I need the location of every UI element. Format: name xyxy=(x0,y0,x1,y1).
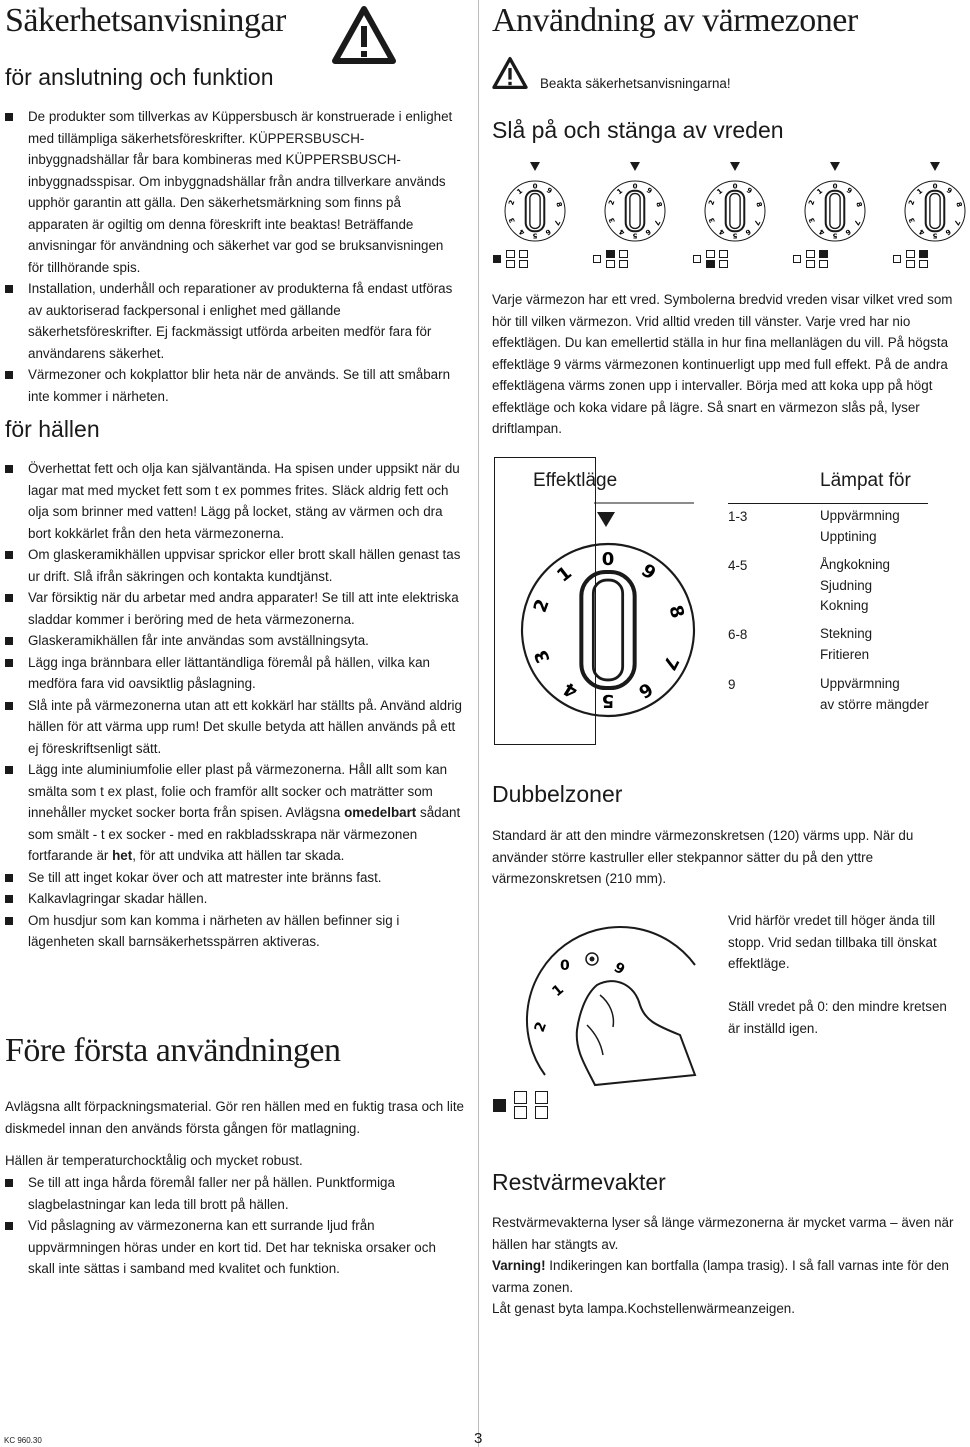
dial-digit: 7 xyxy=(952,218,962,227)
list-item: Var försiktig när du arbetar med andra apparater! Se till att inte elektriska sladdar kommer i beröring med de heta värmezonerna. xyxy=(5,587,464,630)
dial-digit: 2 xyxy=(707,198,717,207)
effect-use: Sjudning xyxy=(820,577,873,593)
dial-digit: 4 xyxy=(617,227,627,237)
indicator-square xyxy=(693,255,701,263)
knob-pointer-icon xyxy=(830,162,840,171)
knob-pointer-icon xyxy=(930,162,940,171)
dial-digit: 9 xyxy=(844,186,854,196)
dial-digit: 2 xyxy=(529,596,554,616)
indicator-square xyxy=(906,260,914,268)
table-header-use: Lämpat för xyxy=(820,470,911,491)
list-item: Vid påslagning av värmezonerna kan ett surrande ljud från uppvärmningen höras under en kort tid. Det har tekniska orsaker och skall inte sättas i samband med kvalitet och funktion. xyxy=(5,1215,454,1280)
page-title: Säkerhetsanvisningar xyxy=(5,2,286,39)
indicator-square xyxy=(606,250,614,258)
list-item: Om husdjur som kan komma i närheten av hällen befinner sig i lägenheten skall barnsäkerhetsspärren aktiveras. xyxy=(5,910,464,953)
right-page-title: Användning av värmezoner xyxy=(492,2,858,39)
dial-digit: 0 xyxy=(732,182,738,191)
indicator-square xyxy=(506,260,514,268)
dial-digit: 9 xyxy=(744,186,754,196)
dial-digit: 6 xyxy=(743,227,753,237)
dual-zones-reset: Ställ vredet på 0: den mindre kretsen är inställd igen. xyxy=(728,999,947,1036)
document-code: KC 960.30 xyxy=(4,1436,42,1445)
dial-digit: 6 xyxy=(943,227,953,237)
dial-digit: 4 xyxy=(817,227,827,237)
dial-digit: 3 xyxy=(530,646,555,667)
dial-digit: 2 xyxy=(507,198,517,207)
dial-digit: 1 xyxy=(553,562,576,587)
dial-digit: 6 xyxy=(843,227,853,237)
dial-digit: 3 xyxy=(607,216,617,224)
effect-level: 4-5 xyxy=(728,558,748,573)
dial-digit: 9 xyxy=(637,560,660,585)
knob-icon xyxy=(600,176,670,246)
dial-digit: 8 xyxy=(554,201,564,209)
dial-digit: 7 xyxy=(658,652,683,674)
dial-digit: 6 xyxy=(634,677,657,703)
dial-digit: 9 xyxy=(544,186,554,196)
dial-digit: 2 xyxy=(907,198,917,207)
effect-level: 1-3 xyxy=(728,509,748,524)
effect-use: Uppvärmning xyxy=(820,508,900,523)
dial-digit: 5 xyxy=(532,231,538,240)
indicator-square xyxy=(806,260,814,268)
knob-icon xyxy=(900,176,970,246)
residual-heat-text xyxy=(492,1212,957,1320)
list-item: Lägg inga brännbara eller lättantändliga föremål på hällen, vilka kan medföra fara vid oavsiktlig påslagning. xyxy=(5,652,464,695)
paragraph: Varning! Indikeringen kan bortfalla (lampa trasig). I så fall varnas inte för den varma zonen. xyxy=(492,1258,949,1295)
list-item: De produkter som tillverkas av Küppersbusch är konstruerade i enlighet med tillämpliga säkerhetsföreskrifter. KÜPPERSBUSCH-inbyggnadshällar får bara kombineras med KÜPPERSBUSCH-inbyggnadsspisar. Om inbyggnadshällar från andra tillverkare används upphör garantin att gälla. Den säkerhetsmärkning som finns på apparaten är ogiltig om denna föreskrift inte beaktas! Beträffande anvisningar för användning och säkerhet var god se bruksanvisningen för tillhörande spis. xyxy=(5,106,454,278)
dial-digit-9: 9 xyxy=(611,959,628,979)
dial-digit: 0 xyxy=(932,182,938,191)
dial-digit: 4 xyxy=(917,227,927,237)
knob-description: Varje värmezon har ett vred. Symbolerna bredvid vreden visar vilket vred som hör till vilken värmezon. Vrid alltid vreden till vänster. Varje vred har nio effektlägen. Du kan emellertid ställa in hur fina mellanlägen du vill. På högsta effektläge 9 värms värmezonen kontinuerligt upp med full effekt. På de andra effektlägena värms zonen upp i intervaller. Börja med att koka upp på högt effektläge och koka vidare på lägre. Så snart en värmezon slås på, lyser driftlampan. xyxy=(492,292,953,436)
dial-digit: 6 xyxy=(543,227,553,237)
effect-use: Uppvärmning xyxy=(820,676,900,691)
knob-icon xyxy=(800,176,870,246)
list-item: Se till att inget kokar över och att matrester inte bränns fast. xyxy=(5,867,464,889)
list-item: Överhettat fett och olja kan självantända. Ha spisen under uppsikt när du lagar mat med mycket fett som t ex pommes frites. Släck aldrig fett och olja som brinner med vatten! Lägg på locket, stäng av värmen och dra bort kokkärlet från den heta värmezonerna. xyxy=(5,458,464,544)
dial-digit: 3 xyxy=(507,216,517,224)
indicator-square xyxy=(919,260,927,268)
indicator-square xyxy=(493,1099,506,1112)
indicator-square xyxy=(519,250,527,258)
dial-digit: 0 xyxy=(601,548,615,570)
knob-row xyxy=(492,160,964,280)
zone-indicator-icon xyxy=(493,250,551,269)
dial-digit: 1 xyxy=(515,186,525,197)
indicator-square xyxy=(706,250,714,258)
dial-digit-1: 1 xyxy=(549,981,568,1001)
knob-pointer-icon xyxy=(630,162,640,171)
indicator-square xyxy=(506,250,514,258)
safety-list-connection xyxy=(5,106,454,407)
safety-list-hob xyxy=(5,458,464,953)
warning-triangle-icon xyxy=(332,6,396,64)
dial-digit: 7 xyxy=(552,218,562,227)
indicator-square xyxy=(706,260,714,268)
list-item: Installation, underhåll och reparationer av produkterna få endast utföras av auktoriserad fackpersonal i enlighet med gällande säkerhetsföreskrifter. Ej fackmässigt utförda arbeiten medför fara för användarens säkerhet. xyxy=(5,278,454,364)
list-item: Glaskeramikhällen får inte användas som avställningsyta. xyxy=(5,630,464,652)
knob-pointer-icon xyxy=(730,162,740,171)
dial-digit: 0 xyxy=(532,182,538,191)
dial-digit: 8 xyxy=(854,201,864,209)
zone-indicator-icon xyxy=(493,1091,584,1121)
page-number: 3 xyxy=(474,1430,483,1447)
indicator-square xyxy=(519,260,527,268)
effect-use: Stekning xyxy=(820,626,873,641)
effect-use: Ångkokning xyxy=(820,557,890,572)
large-knob-illustration xyxy=(508,540,708,720)
dial-digit: 3 xyxy=(707,216,717,224)
knob-pointer-icon xyxy=(597,512,615,527)
dial-digit-2: 2 xyxy=(531,1019,551,1035)
first-use-text xyxy=(5,1096,464,1172)
dial-digit: 7 xyxy=(852,218,862,227)
leader-line xyxy=(594,502,694,504)
indicator-square xyxy=(514,1091,527,1104)
paragraph: Hällen är temperaturchocktålig och mycket robust. xyxy=(5,1153,303,1168)
effect-use: av större mängder xyxy=(820,696,929,712)
dial-digit: 1 xyxy=(815,186,825,197)
indicator-square xyxy=(819,250,827,258)
indicator-square xyxy=(535,1091,548,1104)
dial-digit: 0 xyxy=(832,182,838,191)
knob-icon xyxy=(500,176,570,246)
indicator-square xyxy=(514,1106,527,1119)
effect-level: 9 xyxy=(728,677,736,692)
indicator-square xyxy=(919,250,927,258)
list-item: Se till att inga hårda föremål faller ner på hällen. Punktformiga slagbelastningar kan leda till brott på hällen. xyxy=(5,1172,454,1215)
dial-digit: 9 xyxy=(644,186,654,196)
dial-digit: 8 xyxy=(954,201,964,209)
indicator-square xyxy=(819,260,827,268)
safety-notice: Beakta säkerhetsanvisningarna! xyxy=(540,76,731,91)
effect-use: Kokning xyxy=(820,598,869,613)
dial-digit: 8 xyxy=(754,201,764,209)
section-heading-hob: för hällen xyxy=(5,416,100,442)
indicator-square xyxy=(719,260,727,268)
list-item: Värmezoner och kokplattor blir heta när de används. Se till att småbarn inte kommer i närheten. xyxy=(5,364,454,407)
indicator-square xyxy=(719,250,727,258)
zone-indicator-icon xyxy=(793,250,851,269)
indicator-square xyxy=(806,250,814,258)
paragraph: Restvärmevakterna lyser så länge värmezonerna är mycket varma – även när hällen har stängts av. xyxy=(492,1215,954,1252)
dial-digit-0: 0 xyxy=(560,958,570,974)
column-divider xyxy=(478,0,479,1447)
dial-digit: 1 xyxy=(615,186,625,197)
paragraph: Låt genast byta lampa.Kochstellenwärmeanzeigen. xyxy=(492,1301,795,1316)
dual-zones-text: Standard är att den mindre värmezonskretsen (120) värms upp. När du använder större kastruller eller stekpannor sätter du på den yttre värmezonskretsen (210 mm). xyxy=(492,828,914,886)
effect-use: Fritieren xyxy=(820,646,870,662)
dial-digit: 5 xyxy=(932,231,938,240)
list-item: Slå inte på värmezonerna utan att ett kokkärl har ställts på. Använd aldrig hällen för att värma upp rum! Det skulle betyda att hällen används på ett ej föreskriftsenligt sätt. xyxy=(5,695,464,760)
effect-level: 6-8 xyxy=(728,627,748,642)
indicator-square xyxy=(535,1106,548,1119)
list-item: Om glaskeramikhällen uppvisar sprickor eller brott skall hällen genast tas ur drift. Slå ifrån säkringen och kontakta kundtjänst. xyxy=(5,544,464,587)
heading-first-use: Före första användningen xyxy=(5,1032,341,1069)
zone-indicator-icon xyxy=(693,250,751,269)
indicator-square xyxy=(619,250,627,258)
dial-digit: 4 xyxy=(517,227,527,237)
zone-indicator-icon xyxy=(593,250,651,269)
section-heading-knobs: Slå på och stänga av vreden xyxy=(492,117,784,143)
table-rule xyxy=(728,503,928,504)
first-use-list xyxy=(5,1172,454,1280)
dial-digit: 7 xyxy=(652,218,662,227)
section-heading-residual-heat: Restvärmevakter xyxy=(492,1169,666,1195)
dial-digit: 1 xyxy=(915,186,925,197)
hand-turning-knob-illustration xyxy=(505,925,705,1085)
dial-digit: 3 xyxy=(907,216,917,224)
dial-digit: 2 xyxy=(607,198,617,207)
indicator-square xyxy=(606,260,614,268)
dial-digit: 5 xyxy=(732,231,738,240)
warning-triangle-icon xyxy=(492,57,528,89)
indicator-square xyxy=(493,255,501,263)
section-heading-connection: för anslutning och funktion xyxy=(5,64,274,90)
indicator-square xyxy=(906,250,914,258)
dual-zones-instruction: Vrid härför vredet till höger ända till stopp. Vrid sedan tillbaka till önskat effektläge. xyxy=(728,913,937,971)
table-header-effect: Effektläge xyxy=(533,470,618,491)
knob-pointer-icon xyxy=(530,162,540,171)
indicator-square xyxy=(593,255,601,263)
dial-digit: 4 xyxy=(559,677,582,703)
indicator-square xyxy=(793,255,801,263)
dial-digit: 2 xyxy=(807,198,817,207)
effect-use: Upptining xyxy=(820,528,877,544)
dial-digit: 5 xyxy=(632,231,638,240)
dial-digit: 8 xyxy=(654,201,664,209)
dial-digit: 0 xyxy=(632,182,638,191)
section-heading-dual-zones: Dubbelzoner xyxy=(492,781,623,807)
list-item: Lägg inte aluminiumfolie eller plast på värmezonerna. Håll allt som kan smälta som t ex plast, folie och framför allt socker och maträtter som innehåller mycket socker borta från spisen. Avlägsna omedelbart sådant som smält - t ex socker - med en rakbladsskrapa när värmezonen fortfarande är het, för att undvika att hällen tar skada. xyxy=(5,759,464,867)
dial-digit: 5 xyxy=(832,231,838,240)
dial-digit: 4 xyxy=(717,227,727,237)
dial-digit: 9 xyxy=(944,186,954,196)
dial-digit: 7 xyxy=(752,218,762,227)
dial-digit: 3 xyxy=(807,216,817,224)
indicator-square xyxy=(619,260,627,268)
list-item: Kalkavlagringar skadar hällen. xyxy=(5,888,464,910)
dial-digit: 8 xyxy=(664,602,688,621)
dial-digit: 1 xyxy=(715,186,725,197)
dial-digit: 6 xyxy=(643,227,653,237)
zone-indicator-icon xyxy=(893,250,951,269)
indicator-square xyxy=(893,255,901,263)
paragraph: Avlägsna allt förpackningsmaterial. Gör ren hällen med en fuktig trasa och lite diskmedel innan den används första gången för matlagning. xyxy=(5,1099,464,1136)
knob-icon xyxy=(700,176,770,246)
dial-digit: 5 xyxy=(601,690,615,712)
